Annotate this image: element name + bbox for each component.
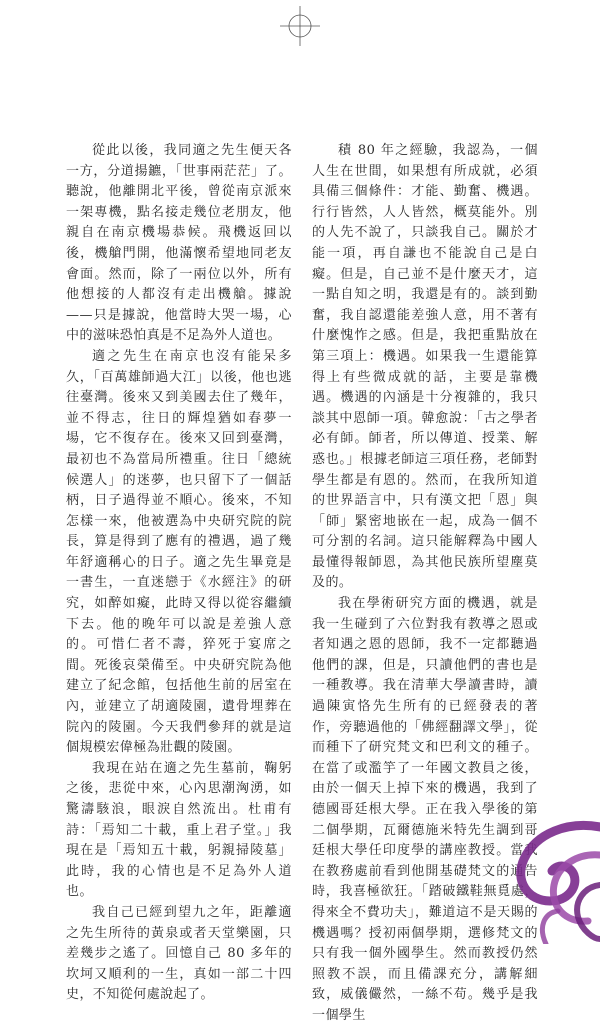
paragraph: 我在學術研究方面的機遇，就是我一生碰到了六位對我有教導之恩或者知遇之恩的恩師，我不一定都聽過他們的課，但是，只讀他們的書也是一種教導。我在清華大學讀書時，讀過陳寅恪先生所有的已經發表的著作，旁聽過他的「佛經翻譯文學」，從而種下了研究梵文和巴利文的種子。在當了或濫竽了一年國文教員之後，由於一個天上掉下來的機遇，我到了德國哥廷根大學。正在我入學後的第二個學期，瓦爾德施米特先生調到哥廷根大學任印度學的講座教授。當我在教務處前看到他開基礎梵文的通告時，我喜極欲狂。「踏破鐵鞋無覓處，得來全不費功夫」，難道這不是天賜的機遇嗎？授初兩個學期，選修梵文的只有我一個外國學生。然而教授仍然照教不誤，而且備課充分，講解細致，威儀儼然，一絲不苟。幾乎是我一個學生 [312, 596, 538, 1023]
decorative-swirl-icon [488, 815, 600, 944]
paragraph: 從此以後，我同適之先生便天各一方，分道揚鑣，「世事兩茫茫」了。聽說，他離開北平後，曾從南京派來一架專機，點名接走幾位老朋友，他親自在南京機場恭候。飛機返回以後，機艙門開，他滿懷希望地同老友會面。然而，除了一兩位以外，所有他想接的人都沒有走出機艙。據說——只是據說，他當時大哭一場，心中的滋味恐怕真是不足為外人道也。 [66, 143, 292, 344]
paragraph: 適之先生在南京也沒有能呆多久，「百萬雄師過大江」以後，他也逃往臺灣。後來又到美國去住了幾年，並不得志，往日的輝煌猶如春夢一場，它不復存在。後來又回到臺灣，最初也不為當局所禮重。往日「總統候選人」的迷夢，也只留下了一個話柄，日子過得並不順心。後來，不知怎樣一來，他被選為中央研究院的院長，算是得到了應有的禮遇，過了幾年舒適稱心的日子。適之先生畢竟是一書生，一直迷戀于《水經注》的研究，如醉如癡，此時又得以從容繼續下去。他的晚年可以說是差強人意的。可惜仁者不壽，猝死于宴席之間。死後哀榮備至。中央研究院為他建立了紀念館，包括他生前的居室在內，並建立了胡適陵園，遺骨埋葬在院內的陵園。今天我們參拜的就是這個規模宏偉極為壯觀的陵園。 [66, 348, 292, 756]
paragraph: 積 80 年之經驗，我認為，一個人生在世間，如果想有所成就，必須具備三個條件：才能、勤奮、機遇。行行皆然，人人皆然，概莫能外。別的人先不說了，只談我自己。關於才能一項，再自謙也不能說自己是白癡。但是，自己並不是什麼天才，這一點自知之明，我還是有的。談到勤奮，我自認還能差強人意，用不著有什麼愧怍之感。但是，我把重點放在第三項上：機遇。如果我一生還能算得上有些微成就的話，主要是靠機遇。機遇的內涵是十分複雜的，我只談其中恩師一項。韓愈說：「古之學者必有師。師者，所以傳道、授業、解惑也。」根據老師這三項任務，老師對學生都是有恩的。然而，在我所知道的世界語言中，只有漢文把「恩」與「師」緊密地嵌在一起，成為一個不可分割的名詞。這只能解釋為中國人最懂得報師恩，為其他民族所望塵莫及的。 [312, 143, 538, 591]
paragraph: 我現在站在適之先生墓前，鞠躬之後，悲從中來，心內思潮洶湧，如驚濤駭浪，眼淚自然流出。杜甫有詩：「焉知二十載，重上君子堂。」我現在是「焉知五十載，躬親掃陵墓」此時，我的心情也是不足為外人道也。 [66, 760, 292, 900]
left-text-column [66, 141, 292, 1006]
registration-mark-icon [280, 6, 320, 46]
paragraph: 我自己已經到望九之年，距離適之先生所待的黃泉或者天堂樂園，只差幾步之遙了。回憶自己 80 多年的坎坷又順利的一生，真如一部二十四史，不知從何處說起了。 [66, 904, 292, 1003]
